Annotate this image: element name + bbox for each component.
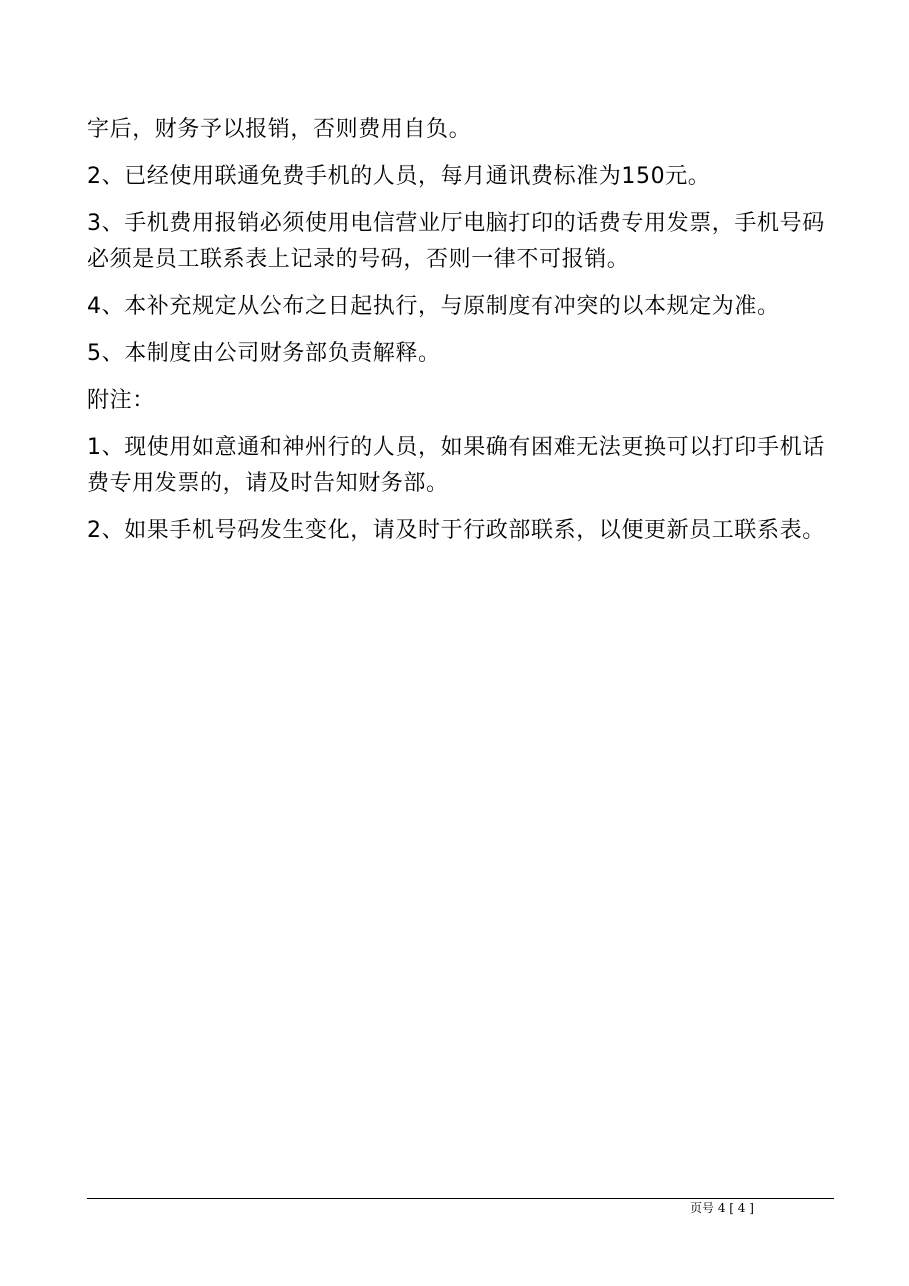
page-number: 页号 4 [ 4 ] (690, 1201, 754, 1215)
appendix-item-1: 1、现使用如意通和神州行的人员，如果确有困难无法更换可以打印手机话费专用发票的，请及时告知财务部。 (87, 435, 825, 496)
paragraph-item-4: 4、本补充规定从公布之日起执行，与原制度有冲突的以本规定为准。 (87, 294, 780, 319)
paragraph-item-3: 3、手机费用报销必须使用电信营业厅电脑打印的话费专用发票，手机号码必须是员工联系表上记录的号码，否则一律不可报销。 (87, 211, 825, 272)
paragraph-continuation: 字后，财务予以报销，否则费用自负。 (87, 117, 472, 142)
paragraph-item-2: 2、已经使用联通免费手机的人员，每月通讯费标准为150元。 (87, 164, 711, 189)
footer-divider (87, 1198, 834, 1199)
appendix-heading: 附注： (87, 388, 155, 413)
document-body (87, 112, 837, 560)
appendix-item-2: 2、如果手机号码发生变化，请及时于行政部联系，以便更新员工联系表。 (87, 518, 825, 543)
paragraph-item-5: 5、本制度由公司财务部负责解释。 (87, 341, 441, 366)
